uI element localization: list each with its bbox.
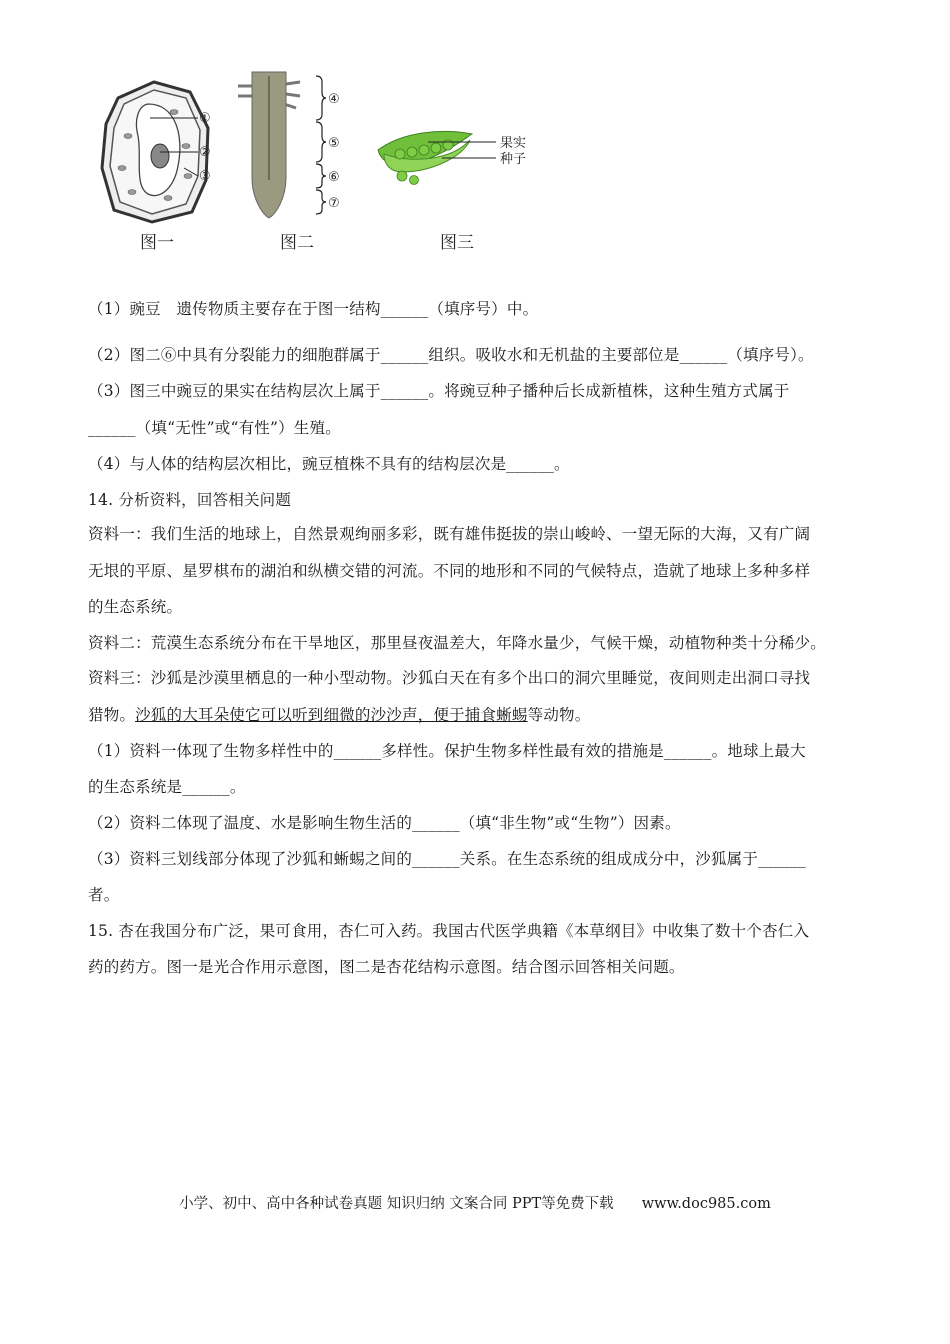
q14-material-1a: 资料一：我们生活的地球上，自然景观绚丽多彩，既有雄伟挺拔的崇山峻岭、一望无际的大海，又有广阔 (88, 525, 811, 543)
q14-material-3b-post: 等动物。 (527, 706, 591, 724)
figure-1-caption: 图一 (140, 233, 174, 253)
q13-part-3a: （3）图三中豌豆的果实在结构层次上属于______。将豌豆种子播种后长成新植株，这种生殖方式属于 (88, 382, 790, 400)
label-fruit: 果实 (500, 136, 527, 151)
marker-4: ④ (328, 92, 340, 107)
q14-material-3b-pre: 猎物。 (88, 706, 136, 724)
q14-material-3b (88, 705, 590, 725)
nucleus (151, 144, 169, 168)
figure-2-root-tip (236, 68, 356, 220)
label-seed: 种子 (500, 152, 527, 167)
zone-brackets (316, 76, 326, 214)
figure-3-pea-pod (372, 120, 542, 190)
figure-2-caption: 图二 (280, 233, 314, 253)
marker-5: ⑤ (328, 136, 340, 151)
q14-material-2: 资料二：荒漠生态系统分布在干旱地区，那里昼夜温差大，年降水量少，气候干燥，动植物种类十分稀少。 (88, 634, 826, 652)
footer-text: 小学、初中、高中各种试卷真题 知识归纳 文案合同 PPT等免费下载 (179, 1196, 614, 1212)
q13-part-4: （4）与人体的结构层次相比，豌豆植株不具有的结构层次是______。 (88, 455, 570, 473)
q14-part-3a: （3）资料三划线部分体现了沙狐和蜥蜴之间的______关系。在生态系统的组成成分中，沙狐属于______ (88, 850, 806, 868)
q15-line-a: 15. 杏在我国分布广泛，果可食用，杏仁可入药。我国古代医学典籍《本草纲目》中收集了数十个杏仁入 (88, 922, 810, 940)
marker-2: ② (199, 145, 211, 160)
q13-part-2: （2）图二⑥中具有分裂能力的细胞群属于______组织。吸收水和无机盐的主要部位是______（填序号）。 (88, 346, 814, 364)
q13-part-1: （1）豌豆 遗传物质主要存在于图一结构______（填序号）中。 (88, 300, 539, 318)
q15-line-b: 药的药方。图一是光合作用示意图，图二是杏花结构示意图。结合图示回答相关问题。 (88, 958, 685, 976)
figure-1-plant-cell (98, 76, 228, 226)
page-footer (0, 1192, 950, 1213)
marker-3: ③ (199, 169, 211, 184)
q14-part-2: （2）资料二体现了温度、水是影响生物生活的______（填“非生物”或“生物”）因素。 (88, 814, 681, 832)
marker-6: ⑥ (328, 170, 340, 185)
q14-part-1a: （1）资料一体现了生物多样性中的______多样性。保护生物多样性最有效的措施是______。地球上最大 (88, 742, 806, 760)
footer-site: www.doc985.com (641, 1196, 771, 1212)
q14-title: 14. 分析资料，回答相关问题 (88, 491, 292, 509)
marker-1: ① (199, 111, 211, 126)
q14-part-3b: 者。 (88, 886, 120, 904)
q14-material-1b: 无垠的平原、星罗棋布的湖泊和纵横交错的河流。不同的地形和不同的气候特点，造就了地球上多种多样 (88, 562, 811, 580)
q14-underlined-text: 沙狐的大耳朵使它可以听到细微的沙沙声，便于捕食蜥蜴 (135, 706, 528, 724)
q14-part-1b: 的生态系统是______。 (88, 778, 246, 796)
q14-material-3a: 资料三：沙狐是沙漠里栖息的一种小型动物。沙狐白天在有多个出口的洞穴里睡觉，夜间则走出洞口寻找 (88, 669, 811, 687)
q13-part-3b: ______（填“无性”或“有性”）生殖。 (88, 419, 341, 437)
marker-7: ⑦ (328, 196, 340, 211)
q14-material-1c: 的生态系统。 (88, 598, 183, 616)
figure-3-caption: 图三 (440, 233, 474, 253)
